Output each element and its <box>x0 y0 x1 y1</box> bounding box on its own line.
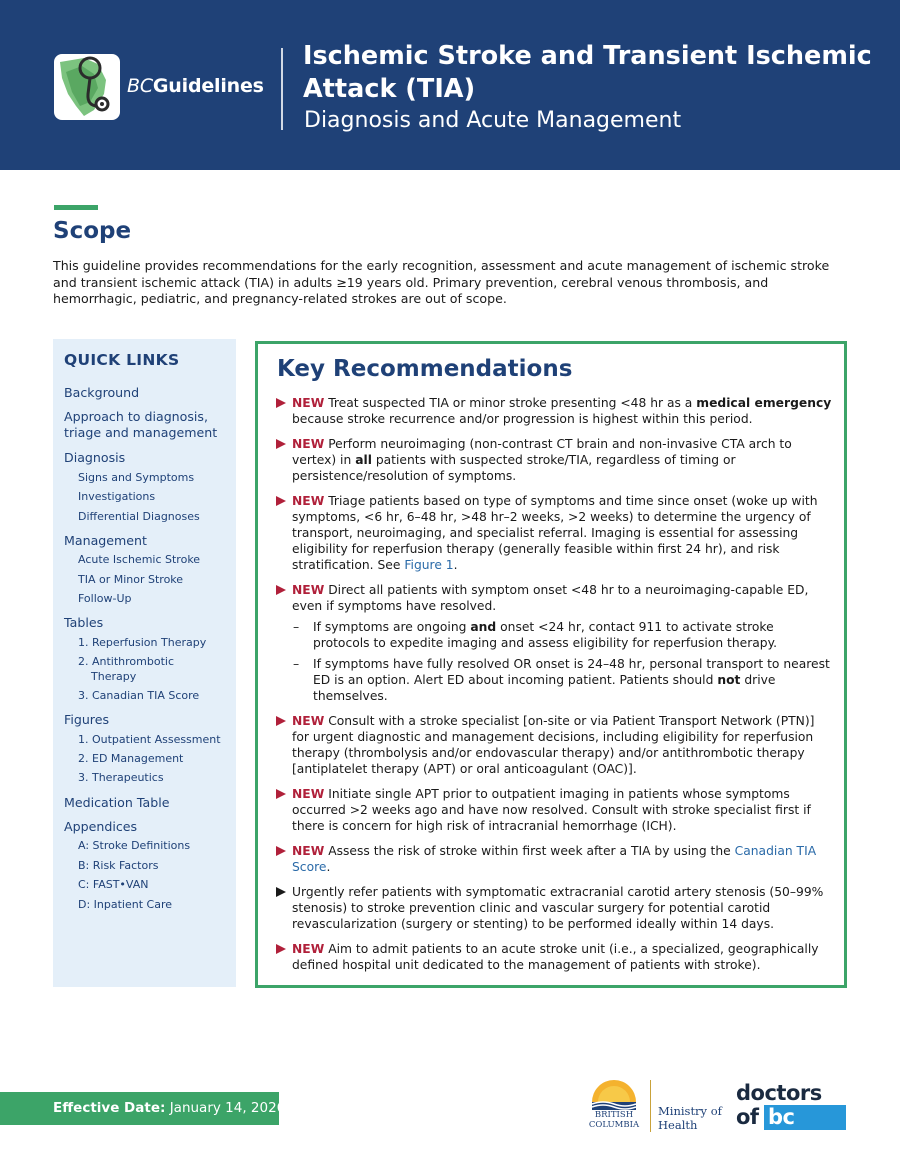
new-tag: NEW <box>292 494 325 508</box>
sub2-text-c: drive themselves. <box>313 673 776 703</box>
recommendation-4 <box>292 582 832 614</box>
link-medication-table[interactable]: Medication Table <box>64 795 170 810</box>
key-recommendations-title: Key Recommendations <box>277 356 573 382</box>
quick-links-panel <box>53 339 236 987</box>
red-arrow-icon <box>276 585 286 595</box>
bc-guidelines-wordmark <box>127 75 264 97</box>
dash-bullet: – <box>293 620 300 634</box>
link-differential-diagnoses[interactable]: Differential Diagnoses <box>78 510 200 523</box>
link-appendices[interactable]: Appendices <box>64 819 138 834</box>
link-appendix-a[interactable]: A: Stroke Definitions <box>78 839 191 852</box>
link-table-reperfusion[interactable]: 1. Reperfusion Therapy <box>78 636 207 649</box>
scope-heading: Scope <box>53 218 132 244</box>
brand-prefix: BC <box>127 75 153 97</box>
link-appendix-c[interactable]: C: FAST•VAN <box>78 878 149 891</box>
effective-date-value: January 14, 2026 <box>169 1100 286 1116</box>
red-arrow-icon <box>276 496 286 506</box>
ministry-of-health-label <box>658 1104 722 1132</box>
sub2-emphasis: not <box>717 673 741 687</box>
link-follow-up[interactable]: Follow-Up <box>78 592 132 605</box>
recommendation-8 <box>292 884 832 932</box>
red-arrow-icon <box>276 944 286 954</box>
recommendation-2 <box>292 436 832 484</box>
key-recommendations-box <box>255 341 847 988</box>
dash-bullet: – <box>293 657 300 671</box>
british-label: BRITISH <box>594 1110 634 1120</box>
rec1-text-c: because stroke recurrence and/or progression is highest within this period. <box>292 412 753 426</box>
effective-date-label: Effective Date: <box>53 1100 166 1116</box>
of-label: of <box>736 1105 759 1129</box>
black-arrow-icon <box>276 887 286 897</box>
link-table-antithrombotic[interactable] <box>78 655 174 684</box>
recommendation-7: NEW Assess the risk of stroke within first week after a TIA by using the Canadian TIA Score. <box>292 843 832 875</box>
rec2-text-a: Perform neuroimaging (non-contrast CT brain and non-invasive CTA arch to vertex) in <box>292 437 792 467</box>
recommendation-4-sub-1 <box>293 619 833 651</box>
link-tia-minor-stroke[interactable]: TIA or Minor Stroke <box>78 573 184 586</box>
scope-text: This guideline provides recommendations for the early recognition, assessment and acute management of ischemic stroke and transient ischemic attack (TIA) in adults ≥19 years old. Primary prevention, cerebral venous thrombosis, and hemorrhagic, pediatric, and pregnancy-related strokes are out of scope. <box>53 258 830 306</box>
bc-label: bc <box>764 1105 846 1130</box>
sub1-text-c: onset <24 hr, contact 911 to activate stroke protocols to expedite imaging and assess eligibility for reperfusion therapy. <box>313 620 778 650</box>
new-tag: NEW <box>292 396 325 410</box>
doctors-of-bc-logo <box>736 1081 848 1131</box>
link-investigations[interactable]: Investigations <box>78 490 156 503</box>
link-figure-outpatient[interactable]: 1. Outpatient Assessment <box>78 733 221 746</box>
link-approach[interactable]: Approach to diagnosis, triage and management <box>64 409 218 440</box>
recommendation-4-sub-2 <box>293 656 833 704</box>
rec3-text: Triage patients based on type of symptoms and time since onset (woke up with symptoms, <6 hr, 6–48 hr, >48 hr–2 weeks, >2 weeks) to determine the urgency of transport, neuroimaging, and specialist referral. Imaging is essential for assessing eligibility for reperfusion therapy (generally feasible within first 24 hr), and risk stratification. See <box>292 494 818 572</box>
bc-sun-crest-icon <box>583 1078 645 1110</box>
rec8-text: Urgently refer patients with symptomatic extracranial carotid artery stenosis (50–99% stenosis) to stroke prevention clinic and vascular surgery for potential carotid revascularization (surgery or stenting) to be performed ideally within 14 days. <box>292 885 824 931</box>
ministry-line2: Health <box>658 1118 698 1132</box>
rec5-text: Consult with a stroke specialist [on-site or via Patient Transport Network (PTN)] for urgent diagnostic and management decisions, including eligibility for reperfusion therapy (thrombolysis and/or endovascular therapy) and/or antithrombotic therapy [antiplatelet therapy (APT) or oral anticoagulant (OAC)]. <box>292 714 815 776</box>
sub2-text-a: If symptoms have fully resolved OR onset is 24–48 hr, personal transport to nearest ED is an option. Alert ED about incoming patient. Patients should <box>313 657 830 687</box>
link-table-antithrombotic-line2: Therapy <box>91 669 137 683</box>
sub1-text-a: If symptoms are ongoing <box>313 620 467 634</box>
red-arrow-icon <box>276 789 286 799</box>
header-banner <box>0 0 900 170</box>
link-table-antithrombotic-line1: 2. Antithrombotic <box>78 655 174 668</box>
sub1-emphasis: and <box>470 620 497 634</box>
link-diagnosis[interactable]: Diagnosis <box>64 450 126 465</box>
page-title: Ischemic Stroke and Transient Ischemic Attack (TIA) <box>303 41 872 104</box>
rec7-text: Assess the risk of stroke within first week after a TIA by using the <box>328 844 731 858</box>
link-background[interactable]: Background <box>64 385 140 400</box>
quick-links-title: QUICK LINKS <box>64 351 180 369</box>
new-tag: NEW <box>292 844 325 858</box>
recommendation-5 <box>292 713 832 777</box>
new-tag: NEW <box>292 787 325 801</box>
new-tag: NEW <box>292 583 325 597</box>
canadian-tia-score-link[interactable]: Canadian TIA Score <box>292 844 817 874</box>
link-acute-ischemic-stroke[interactable]: Acute Ischemic Stroke <box>78 553 201 566</box>
link-management[interactable]: Management <box>64 533 147 548</box>
red-arrow-icon <box>276 398 286 408</box>
recommendation-6 <box>292 786 832 834</box>
bc-map-stethoscope-icon <box>54 54 120 120</box>
scope-accent-bar <box>54 205 98 210</box>
link-tables[interactable]: Tables <box>64 615 104 630</box>
logo-divider <box>650 1080 651 1132</box>
bc-ministry-of-health-logo <box>583 1078 723 1134</box>
red-arrow-icon <box>276 716 286 726</box>
doctors-label: doctors <box>736 1081 822 1105</box>
british-columbia-label <box>583 1110 645 1130</box>
new-tag: NEW <box>292 437 325 451</box>
rec1-emphasis: medical emergency <box>696 396 832 410</box>
new-tag: NEW <box>292 714 325 728</box>
columbia-label: COLUMBIA <box>588 1120 640 1130</box>
link-figure-ed-management[interactable]: 2. ED Management <box>78 752 184 765</box>
recommendation-3: NEW Triage patients based on type of symptoms and time since onset (woke up with symptoms, <6 hr, 6–48 hr, >48 hr–2 weeks, >2 weeks) to determine the urgency of transport, neuroimaging, and specialist referral. Imaging is essential for assessing eligibility for reperfusion therapy (generally feasible within first 24 hr), and risk stratification. See Figure 1. <box>292 493 832 573</box>
ministry-line1: Ministry of <box>658 1104 722 1118</box>
new-tag: NEW <box>292 942 325 956</box>
rec1-text-a: Treat suspected TIA or minor stroke presenting <48 hr as a <box>328 396 693 410</box>
link-signs-symptoms[interactable]: Signs and Symptoms <box>78 471 195 484</box>
header-divider <box>281 48 283 130</box>
figure-1-link[interactable]: Figure 1 <box>404 558 454 572</box>
link-table-canadian-tia[interactable]: 3. Canadian TIA Score <box>78 689 200 702</box>
recommendation-9 <box>292 941 832 973</box>
effective-date-bar <box>0 1092 286 1125</box>
bc-guidelines-logo <box>54 54 120 120</box>
rec9-text: Aim to admit patients to an acute stroke unit (i.e., a specialized, geographically defined hospital unit dedicated to the management of patients with stroke). <box>292 942 819 972</box>
rec2-text-c: patients with suspected stroke/TIA, regardless of timing or persistence/resolution of symptoms. <box>292 453 736 483</box>
link-figures[interactable]: Figures <box>64 712 110 727</box>
rec6-text: Initiate single APT prior to outpatient imaging in patients whose symptoms occurred >2 weeks ago and have now resolved. Consult with stroke specialist first if there is concern for high risk of intracranial hemorrhage (ICH). <box>292 787 811 833</box>
red-arrow-icon <box>276 439 286 449</box>
red-arrow-icon <box>276 846 286 856</box>
link-appendix-d[interactable]: D: Inpatient Care <box>78 898 172 911</box>
recommendation-1 <box>292 395 832 427</box>
link-figure-therapeutics[interactable]: 3. Therapeutics <box>78 771 164 784</box>
rec2-emphasis: all <box>355 453 372 467</box>
rec4-text: Direct all patients with symptom onset <48 hr to a neuroimaging-capable ED, even if symptoms have resolved. <box>292 583 809 613</box>
page-subtitle: Diagnosis and Acute Management <box>304 108 682 133</box>
link-appendix-b[interactable]: B: Risk Factors <box>78 859 159 872</box>
brand-suffix: Guidelines <box>152 75 264 97</box>
